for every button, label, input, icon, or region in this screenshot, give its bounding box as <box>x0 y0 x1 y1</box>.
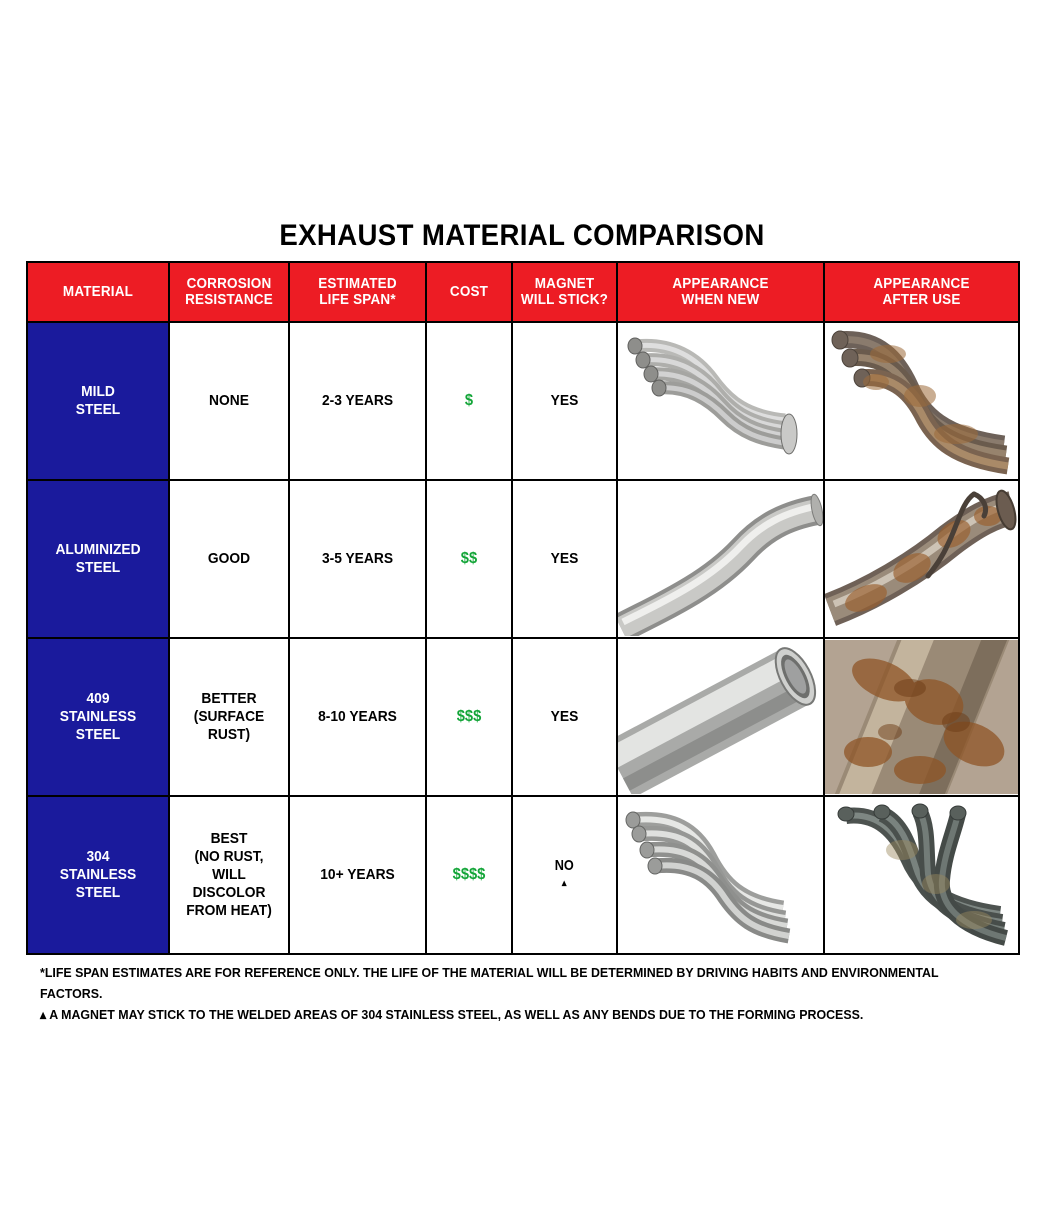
table-header-row <box>27 262 1019 322</box>
column-header-life-line1: ESTIMATED <box>318 276 397 292</box>
corrosion-line2: (SURFACE <box>193 708 265 725</box>
column-header-magnet-will-stick <box>512 262 617 322</box>
table-row <box>27 638 1019 796</box>
cell-material-aluminized-steel <box>27 480 169 638</box>
corrosion-line3: WILL DISCOLOR <box>192 866 266 901</box>
photo-heat-discolored-304-headers <box>825 798 1018 952</box>
cell-magnet-aluminized-steel <box>512 480 617 638</box>
cell-material-409-stainless-steel <box>27 638 169 796</box>
page-title: EXHAUST MATERIAL COMPARISON <box>279 219 765 252</box>
material-name-line2: STAINLESS <box>59 866 137 883</box>
cell-magnet-409-stainless-steel <box>512 638 617 796</box>
corrosion-line3: RUST) <box>207 726 251 743</box>
material-name-line2: STEEL <box>75 559 121 576</box>
cell-life-409-stainless-steel <box>289 638 426 796</box>
comparison-table-wrapper <box>26 261 1018 955</box>
corrosion-line1: BEST <box>210 830 248 847</box>
life-value: 3-5 YEARS <box>321 550 394 567</box>
material-name-line3: STEEL <box>75 726 121 743</box>
magnet-value: YES <box>550 550 579 567</box>
corrosion-value: NONE <box>209 392 249 409</box>
column-header-life-line2: LIFE SPAN* <box>319 292 396 308</box>
cell-cost-aluminized-steel <box>426 480 512 638</box>
material-name-line1: MILD <box>81 383 115 400</box>
cell-cost-409-stainless-steel <box>426 638 512 796</box>
column-header-magnet-line2: WILL STICK? <box>520 292 609 308</box>
cell-material-304-stainless-steel <box>27 796 169 954</box>
cell-appearance-new-304-stainless-steel <box>617 796 824 954</box>
column-header-magnet-line1: MAGNET <box>534 276 595 292</box>
cell-cost-mild-steel <box>426 322 512 480</box>
column-header-appearance-used-line1: APPEARANCE <box>873 276 970 292</box>
cell-appearance-new-409-stainless-steel <box>617 638 824 796</box>
column-header-appearance-used-line2: AFTER USE <box>882 292 961 308</box>
cost-value: $$ <box>460 550 478 567</box>
column-header-corrosion-line1: CORROSION <box>186 276 272 292</box>
column-header-estimated-life-span <box>289 262 426 322</box>
cell-appearance-new-mild-steel <box>617 322 824 480</box>
column-header-corrosion-resistance <box>169 262 289 322</box>
cell-life-304-stainless-steel <box>289 796 426 954</box>
cell-appearance-used-304-stainless-steel <box>824 796 1019 954</box>
cell-magnet-mild-steel <box>512 322 617 480</box>
material-name-line2: STAINLESS <box>59 708 137 725</box>
corrosion-line1: BETTER <box>201 690 257 707</box>
cell-appearance-used-aluminized-steel <box>824 480 1019 638</box>
material-name-line1: 409 <box>86 690 110 707</box>
magnet-value: YES <box>550 392 579 409</box>
table-row <box>27 322 1019 480</box>
material-name-line2: STEEL <box>75 401 121 418</box>
cell-corrosion-409-stainless-steel <box>169 638 289 796</box>
column-header-appearance-after-use <box>824 262 1019 322</box>
material-name-line1: ALUMINIZED <box>55 541 141 558</box>
cell-life-aluminized-steel <box>289 480 426 638</box>
column-header-appearance-when-new <box>617 262 824 322</box>
footnotes <box>40 962 1020 1025</box>
cell-cost-304-stainless-steel <box>426 796 512 954</box>
material-name-line1: 304 <box>86 848 110 865</box>
life-value: 10+ YEARS <box>320 866 395 883</box>
life-value: 8-10 YEARS <box>318 708 397 725</box>
cell-corrosion-aluminized-steel <box>169 480 289 638</box>
column-header-appearance-new-line2: WHEN NEW <box>681 292 760 308</box>
cell-life-mild-steel <box>289 322 426 480</box>
corrosion-line2: (NO RUST, <box>194 848 264 865</box>
column-header-appearance-new-line1: APPEARANCE <box>672 276 769 292</box>
column-header-material-label: MATERIAL <box>62 284 134 300</box>
magnet-value: YES <box>550 708 579 725</box>
life-value: 2-3 YEARS <box>321 392 394 409</box>
photo-surface-rusted-409-pipe <box>825 640 1018 794</box>
cell-appearance-used-mild-steel <box>824 322 1019 480</box>
cell-magnet-304-stainless-steel <box>512 796 617 954</box>
column-header-corrosion-line2: RESISTANCE <box>185 292 273 308</box>
corrosion-line4: FROM HEAT) <box>186 902 272 919</box>
material-name-line3: STEEL <box>75 884 121 901</box>
cost-value: $ <box>464 392 474 409</box>
photo-new-304-stainless-headers <box>618 798 823 952</box>
cost-value: $$$ <box>456 708 482 725</box>
photo-rusted-mild-steel-headers <box>825 324 1018 478</box>
cell-corrosion-304-stainless-steel <box>169 796 289 954</box>
photo-new-409-stainless-pipe <box>618 640 823 794</box>
cell-appearance-used-409-stainless-steel <box>824 638 1019 796</box>
comparison-table <box>26 261 1020 955</box>
cell-corrosion-mild-steel <box>169 322 289 480</box>
cell-appearance-new-aluminized-steel <box>617 480 824 638</box>
column-header-cost <box>426 262 512 322</box>
magnet-footnote-mark: ▴ <box>562 878 567 889</box>
footnote-life-span: *LIFE SPAN ESTIMATES ARE FOR REFERENCE ONLY. THE LIFE OF THE MATERIAL WILL BE DETERMINED BY DRIVING HABITS AND ENVIRONMENTAL FACTORS. <box>40 965 939 1001</box>
cost-value: $$$$ <box>452 866 486 883</box>
column-header-material <box>27 262 169 322</box>
cell-material-mild-steel <box>27 322 169 480</box>
table-row <box>27 796 1019 954</box>
photo-rusted-aluminized-pipe <box>825 482 1018 636</box>
corrosion-value: GOOD <box>207 550 251 567</box>
photo-new-mild-steel-headers <box>618 324 823 478</box>
magnet-value: NO <box>554 857 575 874</box>
column-header-cost-label: COST <box>449 284 489 300</box>
table-row <box>27 480 1019 638</box>
footnote-magnet: ▴ A MAGNET MAY STICK TO THE WELDED AREAS OF 304 STAINLESS STEEL, AS WELL AS ANY BENDS DUE TO THE FORMING PROCESS. <box>40 1007 864 1022</box>
photo-new-aluminized-pipe <box>618 482 823 636</box>
